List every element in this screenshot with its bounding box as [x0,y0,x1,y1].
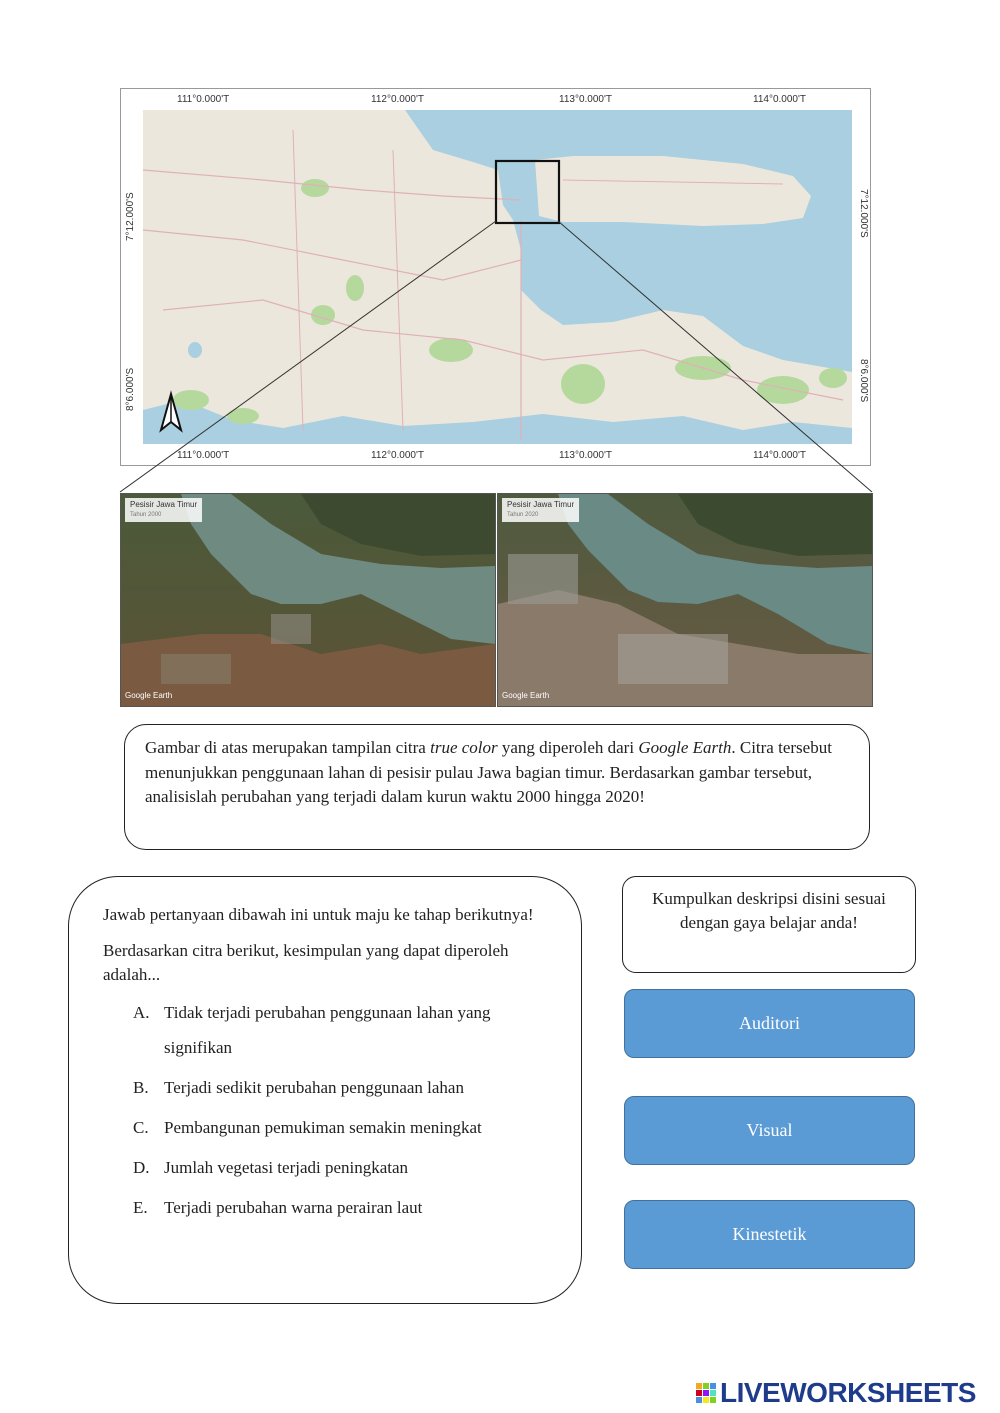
map-bottom-label: 114°0.000'T [753,450,806,461]
collect-instruction-box: Kumpulkan deskripsi disini sesuai dengan gaya belajar anda! [622,876,916,973]
option-d[interactable] [133,1156,547,1185]
option-text: Terjadi perubahan warna perairan laut [164,1198,423,1217]
map-top-label: 114°0.000'T [753,94,806,105]
map-bottom-label: 112°0.000'T [371,450,424,461]
option-e[interactable] [133,1196,547,1225]
image-label [125,498,202,522]
option-b[interactable] [133,1076,547,1105]
option-a[interactable] [133,1001,547,1065]
answer-instruction: Jawab pertanyaan dibawah ini untuk maju ke tahap berikutnya! [103,905,534,924]
image-label [502,498,579,522]
brand-name: LIVEWORKSHEETS [720,1377,976,1408]
option-letter: E. [133,1198,148,1217]
image-year: Tahun 2000 [130,512,162,518]
map-top-label: 113°0.000'T [559,94,612,105]
question-text: yang diperoleh dari [497,738,639,757]
option-text: Pembangunan pemukiman semakin meningkat [164,1118,482,1137]
option-letter: D. [133,1158,150,1177]
map-top-label: 112°0.000'T [371,94,424,105]
satellite-image-2000 [120,493,496,707]
option-text: Jumlah vegetasi terjadi peningkatan [164,1158,409,1177]
map-left-label: 8°6.000'S [125,367,136,411]
image-title: Pesisir Jawa Timur [130,500,198,509]
map-right-label: 7°12.000'S [858,189,869,238]
option-c[interactable] [133,1116,547,1145]
liveworksheets-logo-icon [696,1381,718,1405]
image-year: Tahun 2020 [507,512,539,518]
option-text: Tidak terjadi perubahan penggunaan lahan yang signifikan [164,1003,491,1057]
map-bottom-label: 111°0.000'T [177,450,230,461]
google-earth-credit: Google Earth [502,691,550,700]
question-emphasis: Google Earth [638,738,732,757]
option-letter: A. [133,1003,150,1022]
map-top-label: 111°0.000'T [177,94,230,105]
question-text: Gambar di atas merupakan tampilan citra [145,738,431,757]
visual-drop-zone[interactable]: Visual [624,1096,915,1165]
map-left-label: 7°12.000'S [125,192,136,241]
question-emphasis: true color [430,738,498,757]
question-text: . Citra tersebut menunjukkan penggunaan lahan di pesisir pulau Jawa bagian timur. Berdasarkan gambar tersebut, analisislah perubahan yang terjadi dalam kurun waktu 2000 hingga 2020! [145,738,832,806]
option-letter: B. [133,1078,149,1097]
map-right-label: 8°6.000'S [858,359,869,403]
option-letter: C. [133,1118,149,1137]
kinestetik-drop-zone[interactable]: Kinestetik [624,1200,915,1269]
zoom-lines [0,0,1000,500]
answer-box [68,876,582,1304]
map-bottom-label: 113°0.000'T [559,450,612,461]
google-earth-credit: Google Earth [125,691,173,700]
question-box [124,724,870,850]
image-title: Pesisir Jawa Timur [507,500,575,509]
liveworksheets-logo [696,1377,996,1409]
satellite-image-2020 [497,493,873,707]
auditori-drop-zone[interactable]: Auditori [624,989,915,1058]
option-text: Terjadi sedikit perubahan penggunaan lahan [164,1078,464,1097]
answer-prompt: Berdasarkan citra berikut, kesimpulan yang dapat diperoleh adalah... [103,941,509,984]
